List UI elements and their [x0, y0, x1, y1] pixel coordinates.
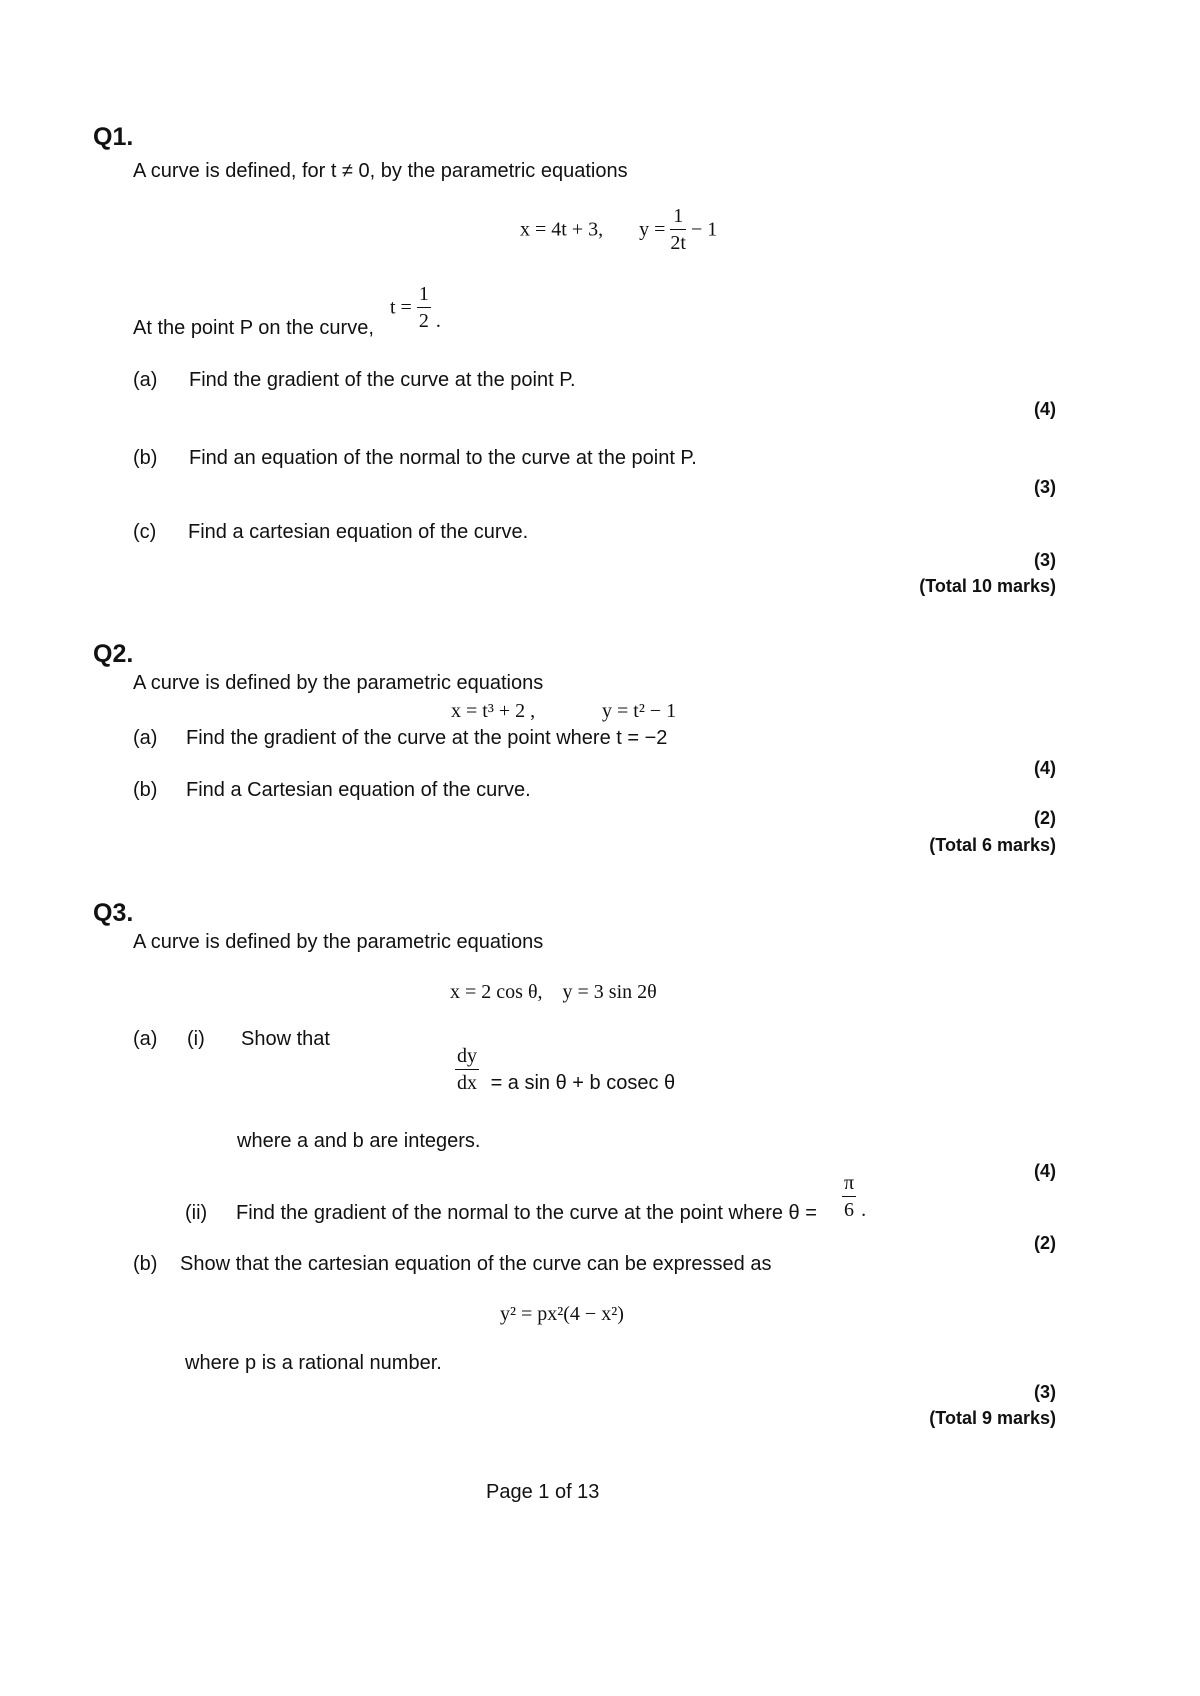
q3-heading: Q3. [93, 899, 134, 927]
q2-b-label: (b) [133, 779, 158, 801]
q1-intro: A curve is defined, for t ≠ 0, by the parametric equations [133, 160, 628, 182]
q1-heading: Q1. [93, 123, 134, 151]
q3-deriv-rhs: = a sin θ + b cosec θ [490, 1072, 676, 1094]
q2-b-text: Find a Cartesian equation of the curve. [186, 779, 531, 801]
q3-ai-marks: (4) [1034, 1161, 1056, 1181]
q2-eq-y: y = t² − 1 [602, 700, 677, 722]
q1-a-marks: (4) [1034, 399, 1056, 419]
q3-intro: A curve is defined by the parametric equations [133, 931, 544, 953]
q3-pi-fraction [842, 1173, 856, 1220]
q2-total: (Total 6 marks) [929, 835, 1056, 855]
q1-c-marks: (3) [1034, 550, 1056, 570]
q3-ai-label: (i) [187, 1028, 205, 1050]
q1-eq-y-tail: − 1 [690, 218, 718, 241]
q1-b-marks: (3) [1034, 477, 1056, 497]
q1-eq-x: x = 4t + 3, [520, 218, 604, 241]
q3-where-ab: where a and b are integers. [237, 1130, 481, 1152]
q3-a-label: (a) [133, 1028, 158, 1050]
q1-point-fraction [417, 284, 431, 331]
q1-c-text: Find a cartesian equation of the curve. [188, 521, 529, 543]
q1-a-label: (a) [133, 369, 158, 391]
q2-a-marks: (4) [1034, 758, 1056, 778]
q3-b-marks: (3) [1034, 1382, 1056, 1402]
q1-b-label: (b) [133, 447, 158, 469]
q3-b-label: (b) [133, 1253, 158, 1275]
q3-equation: x = 2 cos θ, y = 3 sin 2θ [450, 981, 657, 1003]
q2-eq-x: x = t³ + 2 , [451, 700, 536, 722]
q3-six: 6 [844, 1199, 855, 1221]
q1-total: (Total 10 marks) [919, 576, 1056, 596]
q3-dx: dx [457, 1072, 477, 1094]
q1-equation [520, 206, 717, 253]
q3-derivative [455, 1046, 675, 1093]
q1-a-text: Find the gradient of the curve at the point P. [189, 369, 576, 391]
q1-c-label: (c) [133, 521, 157, 543]
q3-dydx-fraction [455, 1046, 479, 1093]
q3-where-p: where p is a rational number. [185, 1352, 442, 1374]
q1-point-num: 1 [417, 284, 431, 308]
q3-aii-end: . [861, 1199, 867, 1221]
q3-ai-text: Show that [241, 1028, 330, 1050]
q3-aii-label: (ii) [185, 1202, 208, 1224]
q2-a-text: Find the gradient of the curve at the point where t = −2 [186, 727, 668, 749]
q3-aii-marks: (2) [1034, 1233, 1056, 1253]
q1-point-text: At the point P on the curve, [133, 317, 374, 339]
q1-eq-y-fraction [670, 206, 686, 253]
q3-aii-text: Find the gradient of the normal to the curve at the point where θ = [236, 1202, 817, 1224]
page-number: Page 1 of 13 [486, 1481, 600, 1503]
q3-pi-over-6 [842, 1173, 866, 1220]
q1-point-t-lhs: t = [390, 296, 412, 319]
q2-heading: Q2. [93, 640, 134, 668]
q3-total: (Total 9 marks) [929, 1408, 1056, 1428]
q1-eq-y-num: 1 [670, 206, 686, 230]
q3-b-equation: y² = px²(4 − x²) [500, 1303, 624, 1325]
q1-point-end: . [435, 310, 441, 332]
q2-intro: A curve is defined by the parametric equations [133, 672, 544, 694]
q1-point-den: 2 [418, 310, 429, 332]
q1-eq-y-lhs: y = [639, 218, 666, 241]
q1-eq-y-den: 2t [670, 232, 686, 254]
q3-pi: π [842, 1173, 856, 1197]
q3-b-text: Show that the cartesian equation of the curve can be expressed as [180, 1253, 772, 1275]
q2-b-marks: (2) [1034, 808, 1056, 828]
q3-dy: dy [455, 1046, 479, 1070]
q1-b-text: Find an equation of the normal to the curve at the point P. [189, 447, 697, 469]
q1-point-t [390, 284, 441, 331]
q2-a-label: (a) [133, 727, 158, 749]
